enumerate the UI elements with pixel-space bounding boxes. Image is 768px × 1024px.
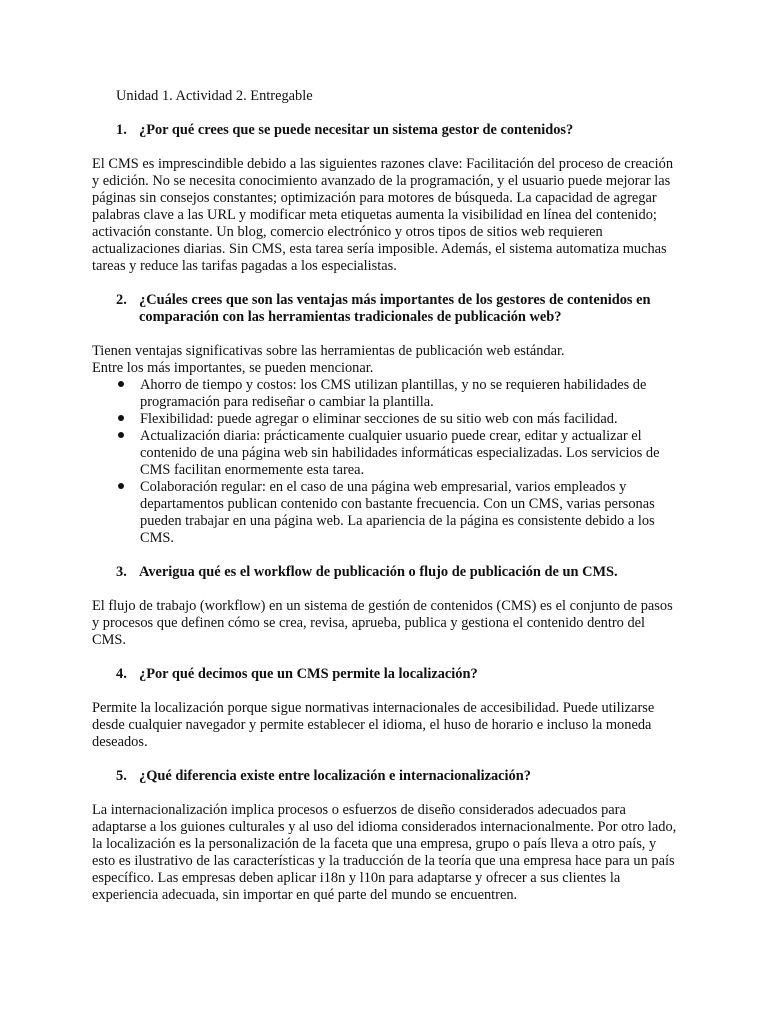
question-3 xyxy=(116,564,682,581)
bullet-text: Actualización diaria: prácticamente cualquier usuario puede crear, editar y actualizar el contenido de una página web sin habilidades informáticas especializadas. Los servicios de CMS facilitan enormemente esta tarea. xyxy=(140,428,660,478)
bullet-text: Ahorro de tiempo y costos: los CMS utilizan plantillas, y no se requieren habilidades de programación para rediseñar o cambiar la plantilla. xyxy=(140,377,647,410)
bullet-item xyxy=(92,377,682,411)
question-4-text: ¿Por qué decimos que un CMS permite la localización? xyxy=(139,666,478,682)
bullet-icon xyxy=(92,377,140,411)
bullet-item xyxy=(92,411,682,428)
question-4-number: 4. xyxy=(116,666,127,682)
question-5 xyxy=(116,768,682,785)
question-5-text: ¿Qué diferencia existe entre localización e internacionalización? xyxy=(139,768,531,784)
question-1-number: 1. xyxy=(116,122,127,138)
bullet-icon xyxy=(92,411,140,428)
question-4 xyxy=(116,666,682,683)
answer-4: Permite la localización porque sigue normativas internacionales de accesibilidad. Puede utilizarse desde cualquier navegador y permite establecer el idioma, el huso de horario e incluso la moneda deseados. xyxy=(92,700,655,750)
answer-5: La internacionalización implica procesos o esfuerzos de diseño considerados adecuados para adaptarse a los guiones culturales y al uso del idioma considerados internacionalmente. Por otro lado, la localización es la personalización de la faceta que una empresa, grupo o país lleva a otro país, y esto es ilustrativo de las características y la traducción de la teoría que una empresa hace para un país específico. Las empresas deben aplicar i18n y l10n para adaptarse y ofrecer a sus clientes la experiencia adecuada, sin importar en qué parte del mundo se encuentren. xyxy=(92,802,677,903)
bullet-text: Colaboración regular: en el caso de una página web empresarial, varios empleados y departamentos publican contenido con bastante frecuencia. Con un CMS, varias personas pueden trabajar en una página web. La apariencia de la página es consistente debido a los CMS. xyxy=(140,479,655,546)
bullet-item xyxy=(92,428,682,479)
document-title: Unidad 1. Actividad 2. Entregable xyxy=(116,88,313,104)
question-2-text: ¿Cuáles crees que son las ventajas más importantes de los gestores de contenidos en comparación con las herramientas tradicionales de publicación web? xyxy=(139,292,651,325)
answer-3: El flujo de trabajo (workflow) en un sistema de gestión de contenidos (CMS) es el conjunto de pasos y procesos que definen cómo se crea, revisa, aprueba, publica y gestiona el contenido dentro del CMS. xyxy=(92,598,673,648)
question-3-number: 3. xyxy=(116,564,127,580)
question-5-number: 5. xyxy=(116,768,127,784)
answer-2-intro-2: Entre los más importantes, se pueden mencionar. xyxy=(92,360,374,376)
question-1 xyxy=(116,122,682,139)
question-3-text: Averigua qué es el workflow de publicación o flujo de publicación de un CMS. xyxy=(139,564,618,580)
answer-1: El CMS es imprescindible debido a las siguientes razones clave: Facilitación del proceso de creación y edición. No se necesita conocimiento avanzado de la programación, y el usuario puede mejorar las páginas sin consejos constantes; optimización para motores de búsqueda. La capacidad de agregar palabras clave a las URL y modificar meta etiquetas aumenta la visibilidad en línea del contenido; activación constante. Un blog, comercio electrónico y otros tipos de sitios web requieren actualizaciones diarias. Sin CMS, esta tarea sería imposible. Además, el sistema automatiza muchas tareas y reduce las tarifas pagadas a los especialistas. xyxy=(92,156,674,274)
answer-2-intro-1: Tienen ventajas significativas sobre las herramientas de publicación web estándar. xyxy=(92,343,565,359)
bullet-icon xyxy=(92,428,140,479)
bullet-item xyxy=(92,479,682,547)
bullet-icon xyxy=(92,479,140,547)
question-1-text: ¿Por qué crees que se puede necesitar un sistema gestor de contenidos? xyxy=(139,122,574,138)
question-2-number: 2. xyxy=(116,292,127,308)
bullet-text: Flexibilidad: puede agregar o eliminar secciones de su sitio web con más facilidad. xyxy=(140,411,618,427)
answer-2-bullet-list xyxy=(92,377,682,547)
question-2 xyxy=(116,292,682,326)
document-page xyxy=(92,88,682,921)
